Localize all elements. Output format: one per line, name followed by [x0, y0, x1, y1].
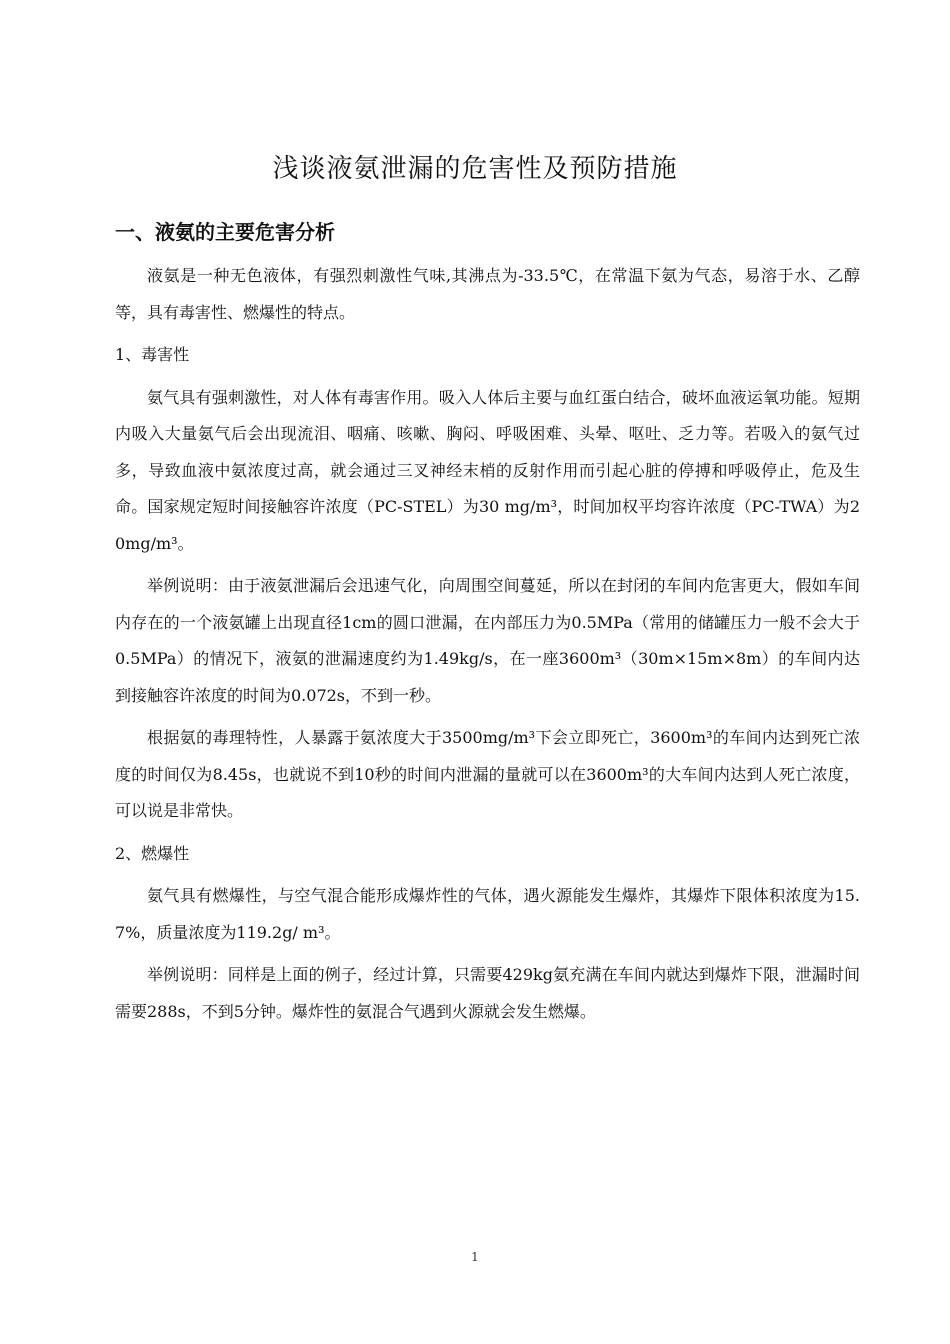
document-body [115, 214, 860, 1036]
section-heading-hazard-analysis: 一、液氨的主要危害分析 [115, 220, 335, 244]
lethal-concentration-paragraph: 根据氨的毒理特性，人暴露于氨浓度大于3500mg/m³下会立即死亡，3600m³的车间内达到死亡浓度的时间仅为8.45s，也就说不到10秒的时间内泄漏的量就可以在3600m³的大车间内达到人死亡浓度，可以说是非常快。 [115, 728, 860, 820]
page-number: 1 [471, 1250, 479, 1264]
subheading-toxicity: 1、毒害性 [115, 345, 190, 364]
subheading-flammability: 2、燃爆性 [115, 843, 190, 863]
intro-paragraph: 液氨是一种无色液体，有强烈刺激性气味,其沸点为-33.5℃，在常温下氨为气态，易溶于水、乙醇等，具有毒害性、燃爆性的特点。 [115, 266, 860, 322]
flammability-example-paragraph: 举例说明：同样是上面的例子，经过计算，只需要429kg氨充满在车间内就达到爆炸下限，泄漏时间需要288s，不到5分钟。爆炸性的氨混合气遇到火源就会发生燃爆。 [115, 965, 860, 1021]
flammability-paragraph: 氨气具有燃爆性，与空气混合能形成爆炸性的气体，遇火源能发生爆炸，其爆炸下限体积浓度为15.7%，质量浓度为119.2g/ m³。 [115, 886, 860, 942]
toxicity-paragraph: 氨气具有强刺激性，对人体有毒害作用。吸入人体后主要与血红蛋白结合，破坏血液运氧功能。短期内吸入大量氨气后会出现流泪、咽痛、咳嗽、胸闷、呼吸困难、头晕、呕吐、乏力等。若吸入的氨气过多，导致血液中氨浓度过高，就会通过三叉神经末梢的反射作用而引起心脏的停搏和呼吸停止，危及生命。国家规定短时间接触容许浓度（PC-STEL）为30 mg/m³，时间加权平均容许浓度（PC-TWA）为20mg/m³。 [115, 387, 860, 553]
document-title: 浅谈液氨泄漏的危害性及预防措施 [272, 154, 678, 184]
toxicity-example-paragraph: 举例说明：由于液氨泄漏后会迅速气化，向周围空间蔓延，所以在封闭的车间内危害更大，假如车间内存在的一个液氨罐上出现直径1cm的圆口泄漏，在内部压力为0.5MPa（常用的储罐压力一般不会大于0.5MPa）的情况下，液氨的泄漏速度约为1.49kg/s，在一座3600m³（30m×15m×8m）的车间内达到接触容许浓度的时间为0.072s，不到一秒。 [115, 576, 860, 705]
